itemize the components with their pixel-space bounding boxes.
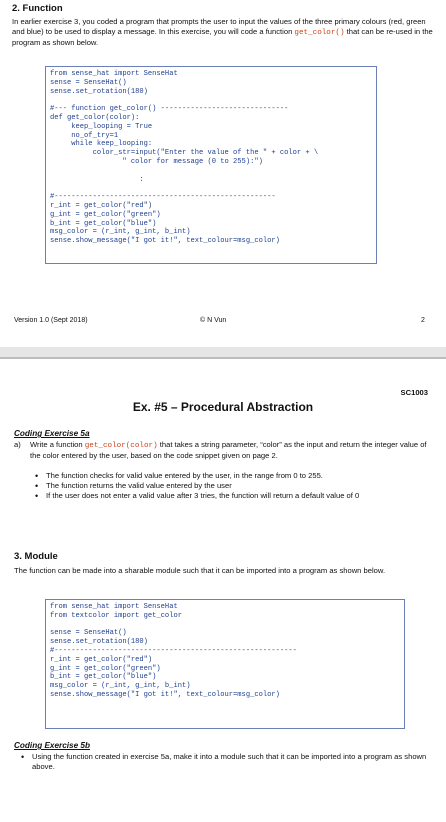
code-line: r_int = get_color("red"): [50, 655, 153, 664]
exercise-5b-bullets: [14, 752, 432, 772]
code-line: from sense_hat import SenseHat: [50, 70, 178, 78]
exercise-5a-text: [30, 440, 432, 461]
code-line: from textcolor import get_color: [50, 611, 182, 620]
code-line: sense.show_message("I got it!", text_colour=msg_color): [50, 237, 280, 246]
exercise-5a-label: a): [14, 440, 21, 449]
code-line: sense.show_message("I got it!", text_colour=msg_color): [50, 690, 280, 699]
code-line: from sense_hat import SenseHat: [50, 603, 178, 611]
section-title-module: 3. Module: [14, 551, 58, 562]
module-paragraph: The function can be made into a sharable module such that it can be imported into a program as shown below.: [14, 566, 386, 575]
code-line: [50, 184, 318, 193]
code-line: #--- function get_color() ------------------------------: [50, 105, 289, 114]
code-block-module: [45, 599, 405, 729]
exercise-5b-title: Coding Exercise 5b: [14, 741, 90, 750]
code-line: :: [50, 175, 144, 184]
code-line: b_int = get_color("blue"): [50, 219, 157, 228]
code-line: sense = SenseHat(): [50, 78, 127, 87]
code-line: [50, 167, 318, 176]
code-block-function: [45, 66, 377, 264]
intro-text-before: In earlier exercise 3, you coded a program that prompts the user to input the values of the three primary colours (red, green and blue) to be used to display a message. In this exercise, you will code a function: [12, 17, 426, 36]
intro-text-after: that can be re-used in the program as shown below.: [12, 27, 433, 47]
code-line: g_int = get_color("green"): [50, 664, 161, 673]
code-line: " color for message (0 to 255):"): [50, 157, 263, 166]
bullet-item: • If the user does not enter a valid value after 3 tries, the function will return a default value of 0: [28, 491, 432, 501]
page-gap-shadow: [0, 357, 446, 359]
exercise-5a-item: [14, 440, 432, 461]
code-line: [50, 621, 297, 630]
footer-author: © N Vun: [200, 317, 227, 324]
code-lines: [50, 603, 297, 700]
code-line: sense.set_rotation(180): [50, 87, 148, 96]
exercise-5a-inline-code: get_color(color): [84, 442, 158, 450]
code-line: while keep_looping:: [50, 140, 153, 149]
exercise-5a-bullets: [28, 471, 432, 501]
code-line: no_of_try=1: [50, 131, 119, 140]
footer-page-number: 2: [421, 317, 425, 324]
code-line: #----------------------------------------------------: [50, 193, 276, 202]
page-title: Ex. #5 – Procedural Abstraction: [132, 400, 314, 414]
code-line: msg_color = (r_int, g_int, b_int): [50, 228, 191, 237]
code-line: def get_color(color):: [50, 113, 140, 122]
code-line: [50, 96, 318, 105]
section-title-function: 2. Function: [12, 3, 63, 14]
code-line: b_int = get_color("blue"): [50, 673, 157, 682]
code-line: sense = SenseHat(): [50, 629, 127, 638]
code-line: keep_looping = True: [50, 122, 153, 131]
exercise-5a-text-after: that takes a string parameter, “color” as the input and return the integer value of the color entered by the user, based on the code snippet given on page 2.: [30, 440, 427, 460]
page-gap: [0, 347, 446, 357]
bullet-item: • The function checks for valid value entered by the user, in the range from 0 to 255.: [28, 471, 432, 481]
code-lines: [50, 70, 318, 246]
course-code: SC1003: [400, 388, 428, 397]
exercise-5a-text-before: Write a function: [30, 440, 85, 449]
bullet-item: • The function returns the valid value entered by the user: [28, 481, 432, 491]
intro-inline-code: get_color(): [294, 29, 345, 37]
code-line: r_int = get_color("red"): [50, 201, 153, 210]
code-line: color_str=input("Enter the value of the " + color + \: [50, 149, 319, 158]
intro-paragraph: [12, 17, 434, 48]
code-line: g_int = get_color("green"): [50, 210, 161, 219]
code-line: #---------------------------------------------------------: [50, 646, 297, 655]
footer-version: Version 1.0 (Sept 2018): [14, 317, 88, 324]
bullet-item: • Using the function created in exercise 5a, make it into a module such that it can be imported into a program as shown above.: [14, 752, 432, 772]
exercise-5a-title: Coding Exercise 5a: [14, 429, 90, 438]
code-line: msg_color = (r_int, g_int, b_int): [50, 682, 191, 691]
code-line: sense.set_rotation(180): [50, 638, 148, 647]
